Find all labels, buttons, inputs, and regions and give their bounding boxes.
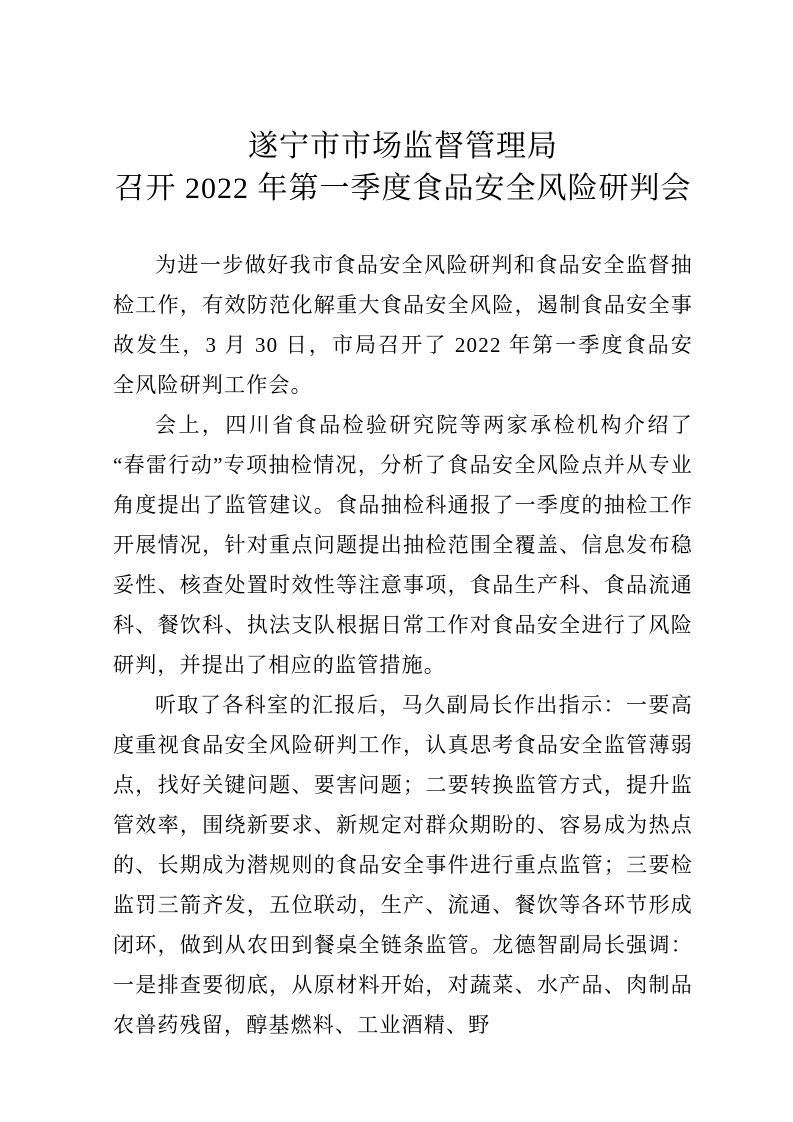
paragraph-2: 会上，四川省食品检验研究院等两家承检机构介绍了“春雷行动”专项抽检情况，分析了食品安全风险点并从专业角度提出了监管建议。食品抽检科通报了一季度的抽检工作开展情况，针对重点问题提出抽检范围全覆盖、信息发布稳妥性、核查处置时效性等注意事项，食品生产科、食品流通科、餐饮科、执法支队根据日常工作对食品安全进行了风险研判，并提出了相应的监管措施。	[113, 413, 693, 677]
document-body	[113, 245, 693, 1045]
document-title-line-2: 召开 2022 年第一季度食品安全风险研判会	[114, 172, 692, 205]
paragraph-1: 为进一步做好我市食品安全风险研判和食品安全监督抽检工作，有效防范化解重大食品安全风险，遏制食品安全事故发生，3 月 30 日，市局召开了 2022 年第一季度食品安全风险研判工作会。	[113, 253, 693, 397]
document-title	[113, 126, 693, 210]
document-title-line-1: 遂宁市市场监督管理局	[248, 130, 558, 163]
paragraph-3: 听取了各科室的汇报后，马久副局长作出指示：一要高度重视食品安全风险研判工作，认真思考食品安全监管薄弱点，找好关键问题、要害问题；二要转换监管方式，提升监管效率，围绕新要求、新规定对群众期盼的、容易成为热点的、长期成为潜规则的食品安全事件进行重点监管；三要检监罚三箭齐发，五位联动，生产、流通、餐饮等各环节形成闭环，做到从农田到餐桌全链条监管。龙德智副局长强调：一是排查要彻底，从原材料开始，对蔬菜、水产品、肉制品农兽药残留，醇基燃料、工业酒精、野	[113, 693, 693, 1037]
